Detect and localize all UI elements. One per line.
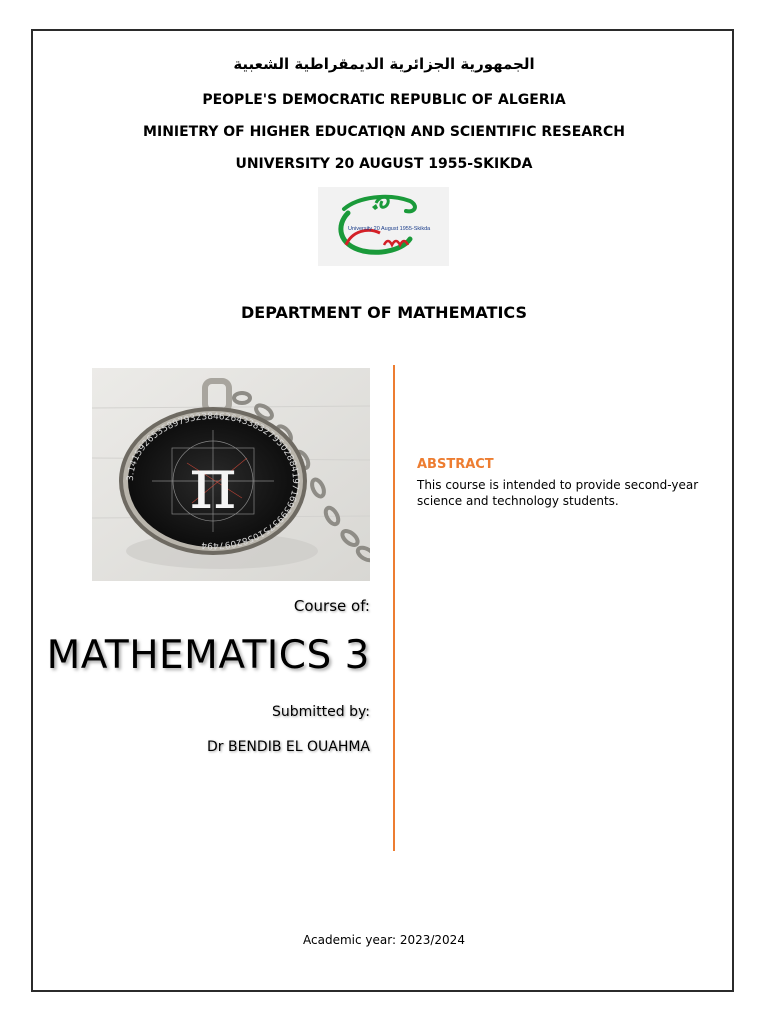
logo-text: University 20 August 1955-Skikda	[348, 226, 431, 232]
vertical-divider	[393, 365, 395, 851]
university-logo	[318, 187, 449, 266]
country-title: PEOPLE'S DEMOCRATIC REPUBLIC OF ALGERIA	[202, 92, 566, 108]
ministry-title: MINIETRY OF HIGHER EDUCATIQN AND SCIENTIFIC RESEARCH	[143, 124, 625, 140]
university-logo-graphic	[318, 187, 449, 266]
submitted-by-label: Submitted by:	[272, 704, 370, 720]
course-title: MATHEMATICS 3	[46, 633, 370, 678]
academic-year: Academic year: 2023/2024	[303, 933, 465, 947]
course-of-label: Course of:	[293, 597, 370, 615]
pi-pendant-image	[92, 368, 370, 581]
university-title: UNIVERSITY 20 AUGUST 1955-SKIKDA	[235, 156, 533, 172]
pi-symbol: π	[189, 441, 237, 525]
abstract-text: This course is intended to provide second-year science and technology students.	[417, 478, 699, 508]
arabic-republic-title: الجمهورية الجزائرية الديمقراطية الشعبية	[233, 55, 535, 73]
abstract-heading: ABSTRACT	[417, 457, 494, 472]
pi-digits: 3.14159265358979323846264338327950288419716939937510582097494	[125, 411, 301, 551]
author-name: Dr BENDIB EL OUAHMA	[207, 739, 370, 755]
department-title: DEPARTMENT OF MATHEMATICS	[241, 303, 527, 322]
